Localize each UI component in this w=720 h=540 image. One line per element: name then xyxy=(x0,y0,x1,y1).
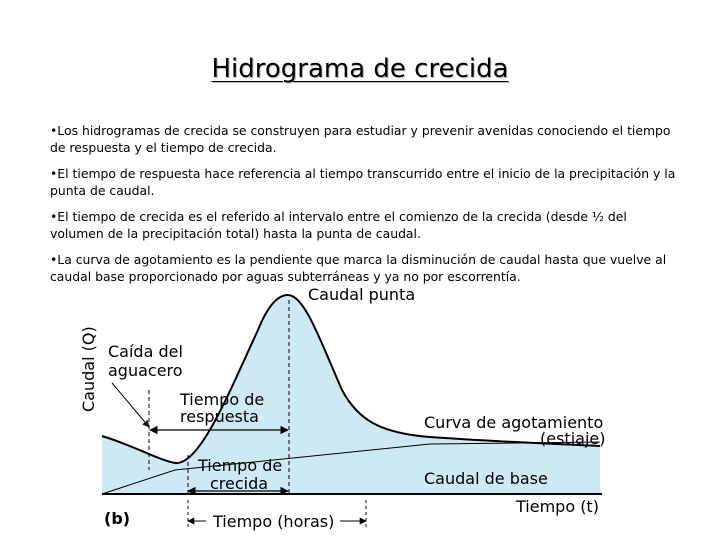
x-axis-label: Tiempo (t) xyxy=(516,497,599,516)
rainfall-label: Caída del aguacero xyxy=(108,342,183,380)
peak-flow-label: Caudal punta xyxy=(308,285,416,304)
rise-time-label: Tiempo de crecida xyxy=(198,456,283,493)
bullet-item: •Los hidrogramas de crecida se construyen para estudiar y prevenir avenidas conociendo el tiempo de respuesta y el tiempo de crecida. xyxy=(50,123,671,155)
recession-curve-label: Curva de agotamiento (estiaje) xyxy=(424,413,606,448)
bullet-item: •La curva de agotamiento es la pendiente que marca la disminución de caudal hasta que vuelve al caudal base proporcionado por aguas subterráneas y ya no por escorrentía. xyxy=(50,252,667,284)
panel-label: (b) xyxy=(104,509,131,528)
response-time-label: Tiempo de respuesta xyxy=(180,390,265,426)
time-bracket-label: Tiempo (horas) xyxy=(213,512,335,531)
page-title: Hidrograma de crecida xyxy=(211,54,509,84)
rainfall-arrow xyxy=(112,383,149,427)
y-axis-label: Caudal (Q) xyxy=(79,326,98,412)
baseflow-label: Caudal de base xyxy=(424,469,548,488)
bullet-item: •El tiempo de crecida es el referido al intervalo entre el comienzo de la crecida (desde ½ del volumen de la precipitación total) hasta la punta de caudal. xyxy=(50,209,627,241)
hydrograph-area xyxy=(102,295,600,494)
bullet-item: •El tiempo de respuesta hace referencia al tiempo transcurrido entre el inicio de la precipitación y la punta de caudal. xyxy=(50,166,676,198)
